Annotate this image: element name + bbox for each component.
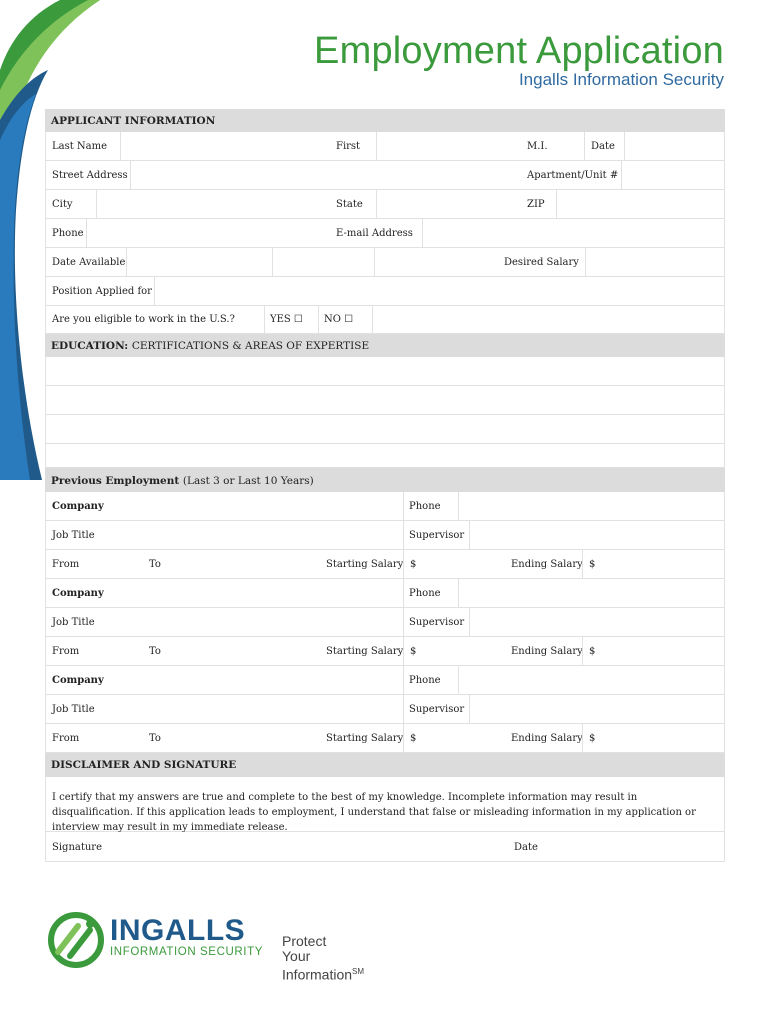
- signature-label: Signature: [52, 842, 103, 853]
- signature-date-field[interactable]: [546, 832, 724, 861]
- company-label: Company: [52, 588, 104, 599]
- applicant-section-header: [45, 109, 725, 132]
- mi-field[interactable]: [584, 132, 586, 160]
- first-name-field[interactable]: [376, 132, 516, 160]
- logo-wordmark: INGALLS: [110, 914, 246, 947]
- position-label: Position Applied for: [52, 286, 152, 297]
- email-label: E-mail Address: [336, 228, 413, 239]
- employment-title-bold: Previous Employment: [51, 475, 180, 487]
- education-line-1[interactable]: [45, 357, 725, 386]
- company-label: Company: [52, 675, 104, 686]
- starting-salary-field[interactable]: [403, 637, 505, 665]
- education-line-2[interactable]: [45, 386, 725, 415]
- disclaimer-text: I certify that my answers are true and complete to the best of my knowledge. Incomplete information may result in disqualification. If this application leads to employment, I understand that false or misleading information in my application or interview may result in my immediate release.: [45, 777, 725, 832]
- job-title-label: Job Title: [52, 617, 95, 628]
- employment-section-title: [51, 475, 314, 487]
- date-label: Date: [591, 141, 615, 152]
- phone-label: Phone: [409, 588, 441, 599]
- email-field[interactable]: [422, 219, 726, 247]
- tagline-line-1: Protect: [282, 933, 327, 949]
- employer-3-company-row: [45, 666, 725, 695]
- education-title-bold: EDUCATION:: [51, 340, 129, 352]
- signature-date-label: Date: [514, 842, 538, 853]
- dollar-sign: $: [589, 733, 596, 744]
- state-field[interactable]: [376, 190, 516, 218]
- city-row: [45, 190, 725, 219]
- disclaimer-section-header: [45, 753, 725, 777]
- company-logo: [48, 912, 378, 982]
- tagline: [282, 934, 364, 983]
- column-divider: [403, 492, 404, 520]
- eligibility-row: [45, 306, 725, 334]
- to-label: To: [149, 646, 161, 657]
- ending-salary-label: Ending Salary: [511, 646, 583, 657]
- supervisor-field[interactable]: [469, 608, 726, 636]
- phone-label: Phone: [409, 675, 441, 686]
- mi-label: M.I.: [527, 141, 548, 152]
- applicant-section-title: APPLICANT INFORMATION: [51, 115, 216, 127]
- ingalls-logo-icon: [48, 912, 104, 968]
- employer-3-dates-row: [45, 724, 725, 753]
- signature-row: [45, 832, 725, 862]
- employer-2-dates-row: [45, 637, 725, 666]
- phone-label: Phone: [52, 228, 84, 239]
- date-available-extra-field-2[interactable]: [374, 248, 498, 276]
- from-label: From: [52, 733, 80, 744]
- yes-checkbox[interactable]: [264, 306, 318, 333]
- dollar-sign: $: [410, 559, 417, 570]
- yes-checkbox-label: YES ☐: [270, 314, 303, 325]
- employer-1-dates-row: [45, 550, 725, 579]
- company-phone-field[interactable]: [458, 492, 726, 520]
- desired-salary-label: Desired Salary: [504, 257, 579, 268]
- starting-salary-label: Starting Salary: [326, 646, 404, 657]
- column-divider: [403, 608, 404, 636]
- date-available-label: Date Available: [52, 257, 126, 268]
- state-label: State: [336, 199, 363, 210]
- street-address-label: Street Address: [52, 170, 128, 181]
- ending-salary-field[interactable]: [582, 550, 726, 578]
- from-label: From: [52, 559, 80, 570]
- date-available-field[interactable]: [126, 248, 272, 276]
- column-divider: [403, 695, 404, 723]
- tagline-line-3-wrap: [282, 964, 364, 983]
- disclaimer-section-title: DISCLAIMER AND SIGNATURE: [51, 759, 237, 771]
- company-phone-field[interactable]: [458, 579, 726, 607]
- dollar-sign: $: [589, 646, 596, 657]
- availability-row: [45, 248, 725, 277]
- page-title: Employment Application: [314, 30, 724, 72]
- apartment-field[interactable]: [621, 161, 726, 189]
- supervisor-field[interactable]: [469, 521, 726, 549]
- position-row: [45, 277, 725, 306]
- application-form: [45, 109, 725, 862]
- education-line-3[interactable]: [45, 415, 725, 444]
- education-section-header: [45, 334, 725, 357]
- tagline-line-3: Information: [282, 966, 353, 983]
- dollar-sign: $: [410, 733, 417, 744]
- no-checkbox-label: NO ☐: [324, 314, 354, 325]
- first-name-label: First: [336, 141, 361, 152]
- last-name-field[interactable]: [120, 132, 332, 160]
- employment-section-header: [45, 468, 725, 492]
- street-address-field[interactable]: [130, 161, 520, 189]
- education-title-rest: CERTIFICATIONS & AREAS OF EXPERTISE: [131, 340, 370, 352]
- page-subtitle: Ingalls Information Security: [518, 70, 724, 89]
- last-name-label: Last Name: [52, 141, 108, 152]
- apartment-label: Apartment/Unit #: [527, 170, 619, 181]
- phone-field[interactable]: [86, 219, 332, 247]
- phone-label: Phone: [409, 501, 441, 512]
- eligibility-extra-field[interactable]: [372, 306, 726, 333]
- date-field[interactable]: [624, 132, 726, 160]
- eligibility-label: Are you eligible to work in the U.S.?: [52, 314, 235, 325]
- tagline-line-2: Your: [282, 948, 311, 964]
- employer-1-company-row: [45, 492, 725, 521]
- dollar-sign: $: [589, 559, 596, 570]
- city-label: City: [52, 199, 73, 210]
- job-title-label: Job Title: [52, 530, 95, 541]
- column-divider: [403, 521, 404, 549]
- desired-salary-field[interactable]: [585, 248, 726, 276]
- from-label: From: [52, 646, 80, 657]
- date-available-extra-field[interactable]: [272, 248, 374, 276]
- name-row: [45, 132, 725, 161]
- employer-1-job-row: [45, 521, 725, 550]
- column-divider: [403, 579, 404, 607]
- education-line-4[interactable]: [45, 444, 725, 468]
- city-field[interactable]: [96, 190, 332, 218]
- employer-3-job-row: [45, 695, 725, 724]
- employer-2-company-row: [45, 579, 725, 608]
- supervisor-field[interactable]: [469, 695, 726, 723]
- company-label: Company: [52, 501, 104, 512]
- ending-salary-field[interactable]: [582, 724, 726, 752]
- dollar-sign: $: [410, 646, 417, 657]
- signature-field[interactable]: [116, 832, 506, 861]
- employer-2-job-row: [45, 608, 725, 637]
- supervisor-label: Supervisor: [409, 704, 465, 715]
- column-divider: [403, 666, 404, 694]
- street-row: [45, 161, 725, 190]
- service-mark: SM: [352, 967, 365, 976]
- employment-title-rest: (Last 3 or Last 10 Years): [182, 475, 314, 487]
- starting-salary-field[interactable]: [403, 724, 505, 752]
- ending-salary-label: Ending Salary: [511, 559, 583, 570]
- to-label: To: [149, 559, 161, 570]
- phone-row: [45, 219, 725, 248]
- to-label: To: [149, 733, 161, 744]
- ending-salary-field[interactable]: [582, 637, 726, 665]
- zip-field[interactable]: [556, 190, 726, 218]
- position-field[interactable]: [154, 277, 726, 305]
- starting-salary-label: Starting Salary: [326, 559, 404, 570]
- supervisor-label: Supervisor: [409, 617, 465, 628]
- no-checkbox[interactable]: [318, 306, 372, 333]
- job-title-label: Job Title: [52, 704, 95, 715]
- education-section-title: [51, 340, 369, 352]
- zip-label: ZIP: [527, 199, 545, 210]
- starting-salary-field[interactable]: [403, 550, 505, 578]
- starting-salary-label: Starting Salary: [326, 733, 404, 744]
- logo-subtitle: INFORMATION SECURITY: [110, 946, 263, 958]
- ending-salary-label: Ending Salary: [511, 733, 583, 744]
- supervisor-label: Supervisor: [409, 530, 465, 541]
- company-phone-field[interactable]: [458, 666, 726, 694]
